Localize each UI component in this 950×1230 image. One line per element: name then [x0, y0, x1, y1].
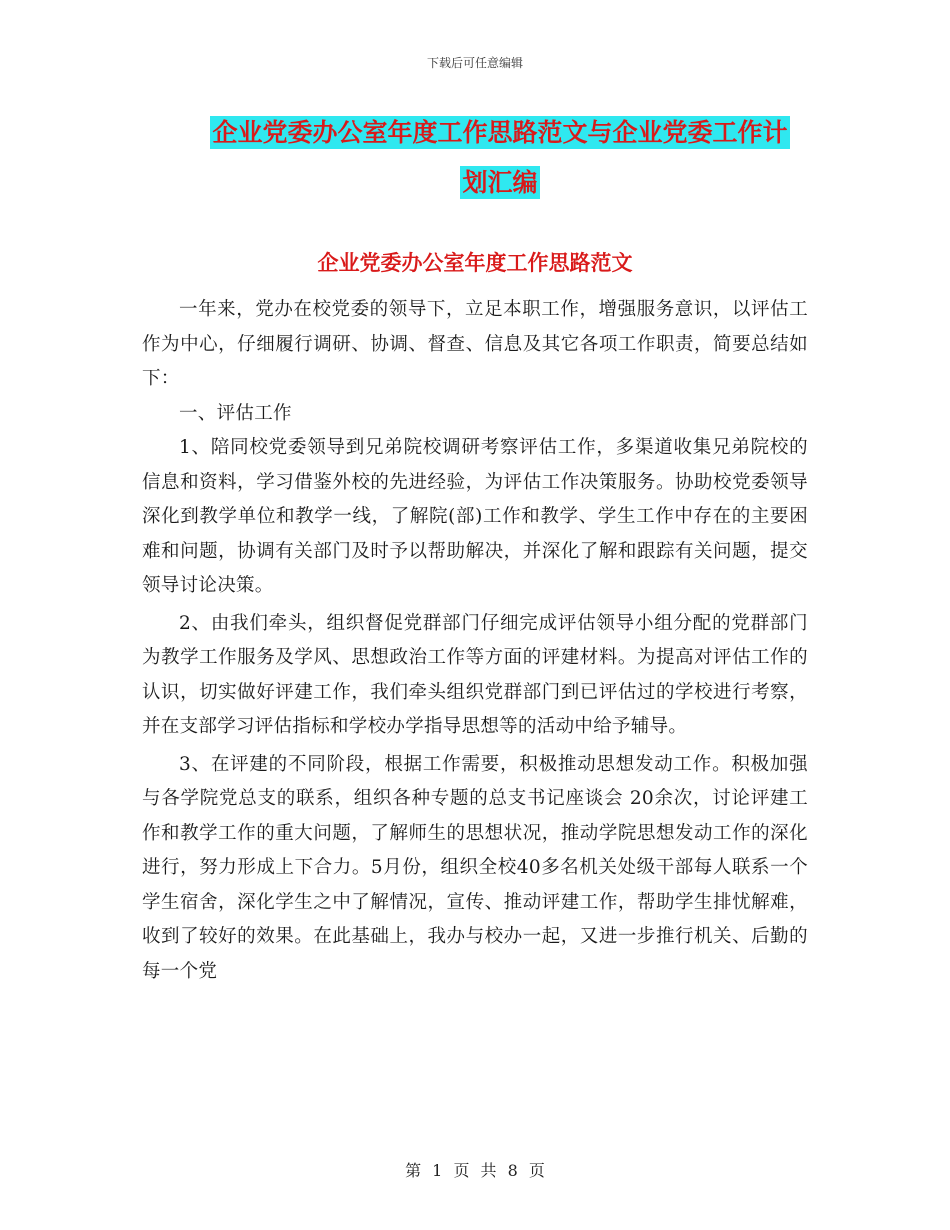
title-line-2: 划汇编: [462, 168, 538, 197]
document-title: [150, 108, 850, 208]
paragraph-intro: 一年来，党办在校党委的领导下，立足本职工作，增强服务意识，以评估工作为中心，仔细履行调研、协调、督查、信息及其它各项工作职责，简要总结如下：: [142, 299, 808, 389]
paragraph-item-2: 2、由我们牵头，组织督促党群部门仔细完成评估领导小组分配的党群部门为教学工作服务及学风、思想政治工作等方面的评建材料。为提高对评估工作的认识，切实做好评建工作，我们牵头组织党群部门到已评估过的学校进行考察，并在支部学习评估指标和学校办学指导思想等的活动中给予辅导。: [142, 612, 808, 737]
page-footer: 第 1 页 共 8 页: [405, 1161, 545, 1180]
paragraph-item-1: 1、陪同校党委领导到兄弟院校调研考察评估工作，多渠道收集兄弟院校的信息和资料，学习借鉴外校的先进经验，为评估工作决策服务。协助校党委领导深化到教学单位和教学一线，了解院(部)工作和教学、学生工作中存在的主要困难和问题，协调有关部门及时予以帮助解决，并深化了解和跟踪有关问题，提交领导讨论决策。: [142, 437, 808, 596]
document-body: [142, 293, 808, 989]
section-subtitle: 企业党委办公室年度工作思路范文: [317, 251, 633, 275]
paragraph-item-3: 3、在评建的不同阶段，根据工作需要，积极推动思想发动工作。积极加强与各学院党总支的联系，组织各种专题的总支书记座谈会 20余次，讨论评建工作和教学工作的重大问题，了解师生的思想状况，推动学院思想发动工作的深化进行，努力形成上下合力。5月份，组织全校40多名机关处级干部每人联系一个学生宿舍，深化学生之中了解情况，宣传、推动评建工作，帮助学生排忧解难，收到了较好的效果。在此基础上，我办与校办一起，又进一步推行机关、后勤的每一个党: [142, 753, 808, 982]
header-note: 下载后可任意编辑: [426, 56, 523, 70]
section-heading: 一、评估工作: [179, 402, 292, 424]
title-line-1: 企业党委办公室年度工作思路范文与企业党委工作计: [212, 118, 788, 147]
